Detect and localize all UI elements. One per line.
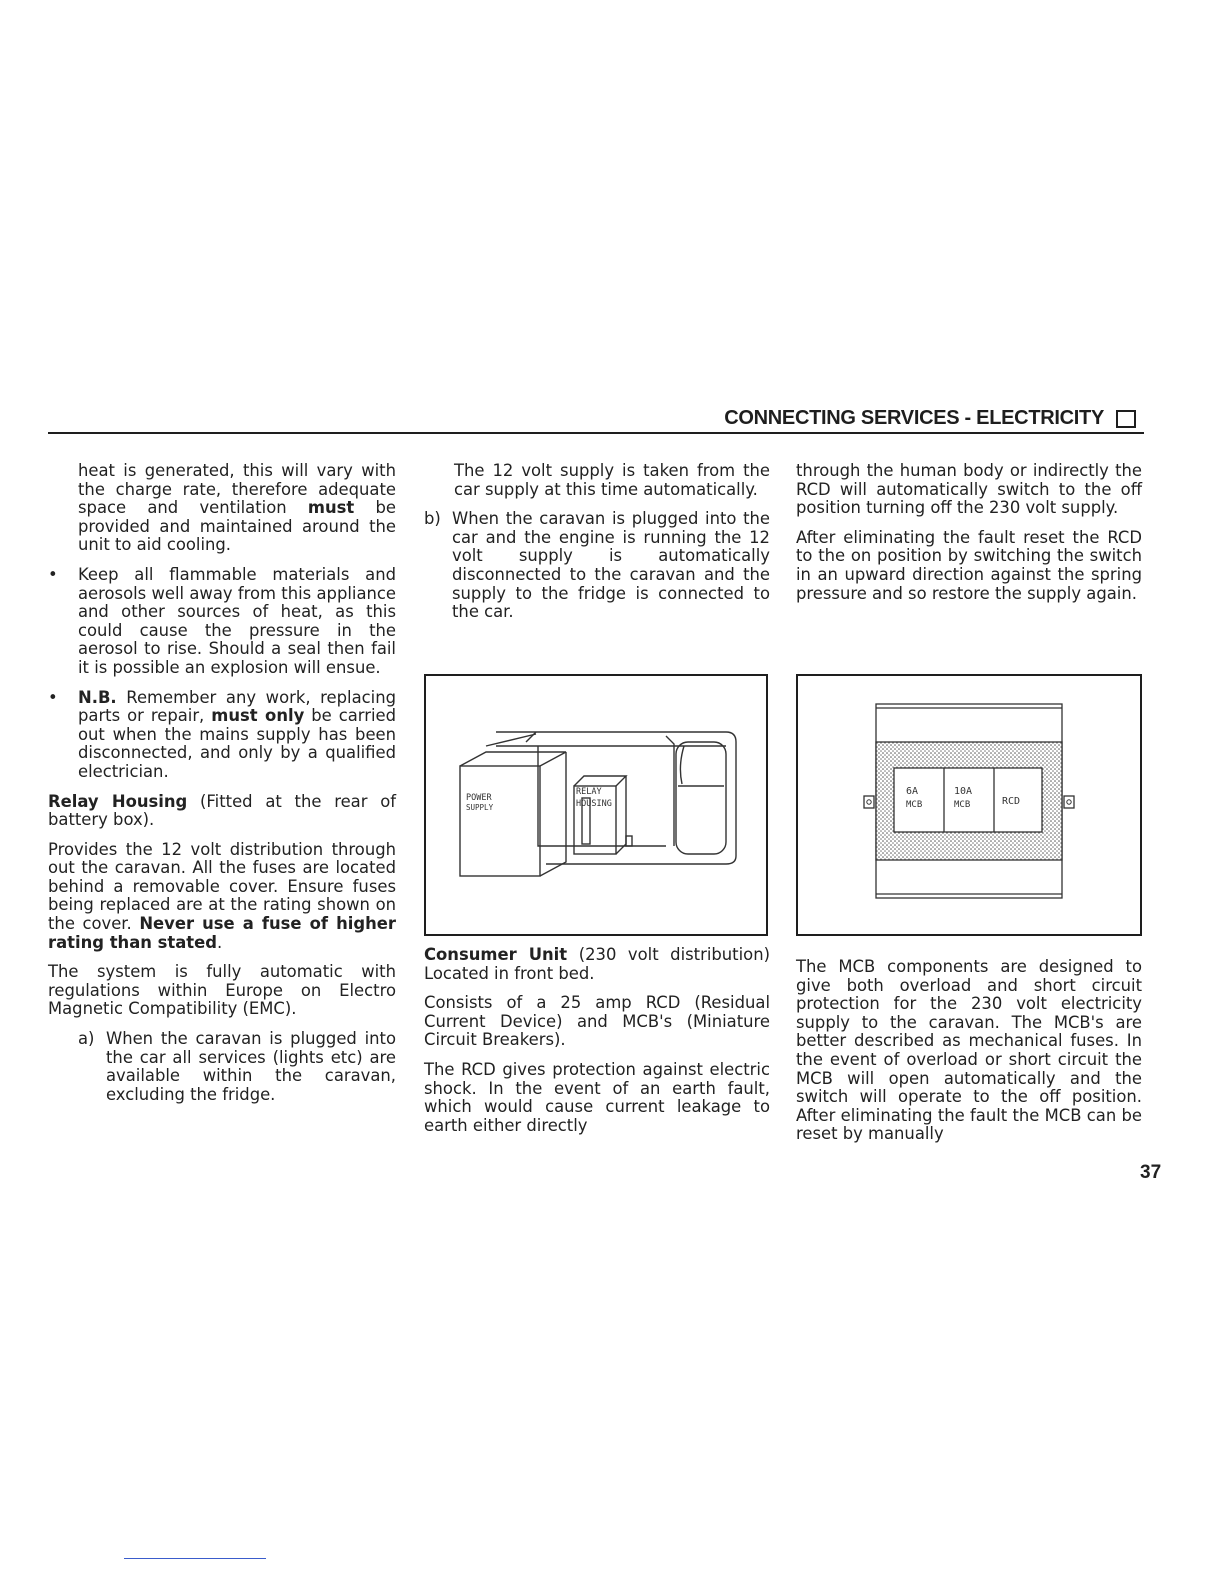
text-column-3-lower	[796, 958, 1142, 1155]
heading: Relay Housing	[48, 791, 188, 811]
relay-housing-drawing	[426, 676, 766, 934]
rcd-continued: through the human body or indirectly the RCD will automatically switch to the off position turning off the 230 volt supply.	[796, 461, 1142, 518]
page-number: 37	[1140, 1162, 1162, 1183]
text: (230 volt distribution) Located in front bed.	[424, 945, 770, 983]
footer-rule	[124, 1558, 266, 1559]
text: be carried out when the mains supply has been disconnected, and only by a qualified electrician.	[78, 706, 397, 781]
mcb-6a-label: MCB	[906, 800, 923, 810]
rcd-paragraph: The RCD gives protection against electric shock. In the event of an earth fault, which would cause current leakage to earth either directly	[424, 1059, 770, 1135]
emphasis: N.B.	[78, 687, 117, 707]
text-column-1	[48, 462, 396, 1115]
power-supply-label: SUPPLY	[466, 803, 494, 812]
text-column-3	[796, 462, 1142, 614]
text: be provided and maintained around the unit to aid cooling.	[78, 498, 396, 555]
emphasis: must	[307, 498, 355, 518]
mcb-6a-label: 6A	[906, 786, 919, 797]
heading: Consumer Unit	[424, 945, 568, 964]
bullet-flammable: • Keep all flammable materials and aerosols well away from this appliance and other sources of heat, as this could cause the pressure in the aerosol to rise. Should a seal then fail it is possible an explosion will ensue.	[48, 566, 396, 678]
text-column-2-lower	[424, 946, 770, 1146]
heat-paragraph	[48, 462, 396, 555]
mcb-10a-label: 10A	[954, 786, 973, 797]
text: When the caravan is plugged into the car and the engine is running the 12 volt supply is automatically disconnected to the caravan and the supply to the fridge is connected to the car.	[452, 509, 770, 622]
section-square-icon	[1116, 410, 1136, 428]
text: heat is generated, this will vary with the charge rate, therefore adequate space and ventilation	[78, 461, 396, 518]
warning: Never use a fuse of higher rating than stated	[48, 914, 396, 952]
text: When the caravan is plugged into the car all services (lights etc) are available within the caravan, excluding the fridge.	[106, 1029, 396, 1104]
bullet-nb	[48, 689, 396, 782]
consumer-unit-heading	[424, 946, 770, 983]
relay-housing-heading	[48, 793, 396, 830]
consumer-unit-drawing	[798, 676, 1140, 934]
power-supply-label: POWER	[466, 793, 492, 803]
relay-housing-figure	[424, 674, 768, 936]
item-marker: a)	[78, 1029, 95, 1049]
mcb-paragraph: The MCB components are designed to give both overload and short circuit protection for the 230 volt electricity supply to the caravan. The MCB's are better described as mechanical fuses. In the event of overload or short circuit the MCB will open automatically and the switch will operate to the off position. After eliminating the fault the MCB can be reset by manually	[796, 957, 1142, 1144]
text-column-2	[424, 462, 770, 633]
consumer-unit-figure	[796, 674, 1142, 936]
section-title: CONNECTING SERVICES - ELECTRICITY	[724, 407, 1104, 429]
after-eliminating-paragraph: After eliminating the fault reset the RCD to the on position by switching the switch in an upward direction against the spring pressure and so restore the supply again.	[796, 527, 1142, 603]
relay-housing-label: HOUSING	[576, 799, 612, 809]
provides-paragraph	[48, 841, 396, 953]
relay-housing-label: RELAY	[576, 787, 602, 797]
system-paragraph: The system is fully automatic with regulations within Europe on Electro Magnetic Compatibility (EMC).	[48, 962, 396, 1019]
text: .	[216, 932, 223, 952]
item-b	[424, 510, 770, 622]
item-a	[48, 1030, 396, 1104]
text: (Fitted at the rear of battery box).	[48, 791, 396, 830]
emphasis: must only	[211, 706, 305, 726]
text: Provides the 12 volt distribution through out the caravan. All the fuses are located behind a removable cover. Ensure fuses being replaced are at the rating shown on the cover.	[48, 839, 396, 934]
text: Remember any work, replacing parts or repair,	[78, 687, 396, 726]
page-header	[48, 404, 1144, 434]
consists-paragraph: Consists of a 25 amp RCD (Residual Current Device) and MCB's (Miniature Circuit Breakers).	[424, 993, 770, 1050]
item-marker: b)	[424, 509, 441, 529]
supply-continued: The 12 volt supply is taken from the car supply at this time automatically.	[454, 461, 770, 499]
mcb-10a-label: MCB	[954, 800, 971, 810]
rcd-label: RCD	[1002, 796, 1021, 807]
